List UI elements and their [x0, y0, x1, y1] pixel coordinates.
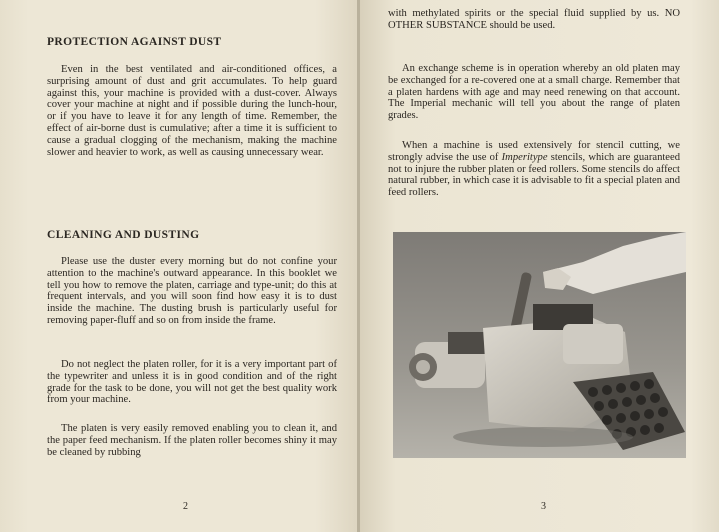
typewriter-photo [393, 232, 686, 458]
methylated-text: with methylated spirits or the special fluid supplied by us. [388, 8, 665, 19]
heading-cleaning-and-dusting: CLEANING AND DUSTING [47, 229, 200, 241]
paragraph-duster: Please use the duster every morning but do not confine your attention to the machine's outward appearance. In this booklet we tell you how to remove the platen, carriage and type-unit; do this at frequent intervals, and you will soon find how easy it is to dust inside the machine. The dusting brush is particularly useful for removing paper-fluff and so on from inside the frame. [47, 256, 337, 326]
paragraph-stencil-cutting [388, 140, 680, 199]
should-be-used-text: should be used. [486, 19, 556, 31]
left-page [0, 0, 358, 532]
heading-protection-against-dust: PROTECTION AGAINST DUST [47, 36, 222, 48]
paragraph-platen-removal: The platen is very easily removed enabling you to clean it, and the paper feed mechanism. If the platen roller becomes shiny it may be cleaned by rubbing [47, 423, 337, 458]
paragraph-platen-roller: Do not neglect the platen roller, for it is a very important part of the typewriter and unless it is in good condition and of the right grade for the task to be done, you will not get the best quality work from your machine. [47, 359, 337, 406]
page-number-left: 2 [183, 501, 188, 512]
stencil-text-b: stencils, which are guaranteed not to injure the rubber platen or feed rollers. Some stencils do affect natural rubber, in which case it is advisable to fit a special platen and feed rollers. [388, 151, 681, 199]
no-other-substance-text: NO OTHER SUBSTANCE [388, 8, 680, 31]
paragraph-exchange-scheme: An exchange scheme is in operation whereby an old platen may be exchanged for a re-covered one at a small charge. Remember that a platen hardens with age and may need renewing on that account. The Imperial mechanic will tell you about the range of platen grades. [388, 63, 680, 122]
typewriter-illustration [393, 232, 686, 458]
imperitype-text: Imperitype [501, 151, 548, 163]
page-number-right: 3 [541, 501, 546, 512]
paragraph-dust: Even in the best ventilated and air-conditioned offices, a surprising amount of dust and grit accumulates. To help guard against this, your machine is provided with a dust-cover. Always cover your machine at night and if possible during the lunch-hour, or if you have to leave it for any length of time. Remember, the effect of air-borne dust is cumulative; after a time it is sufficient to cause a gradual clogging of the mechanism, making the machine slower and heavier to work, as well as causing unnecessary wear. [47, 64, 337, 158]
stencil-text-a: When a machine is used extensively for stencil cutting, we strongly advise the use of [388, 140, 680, 163]
right-page [360, 0, 719, 532]
paragraph-methylated-spirits [388, 8, 680, 32]
